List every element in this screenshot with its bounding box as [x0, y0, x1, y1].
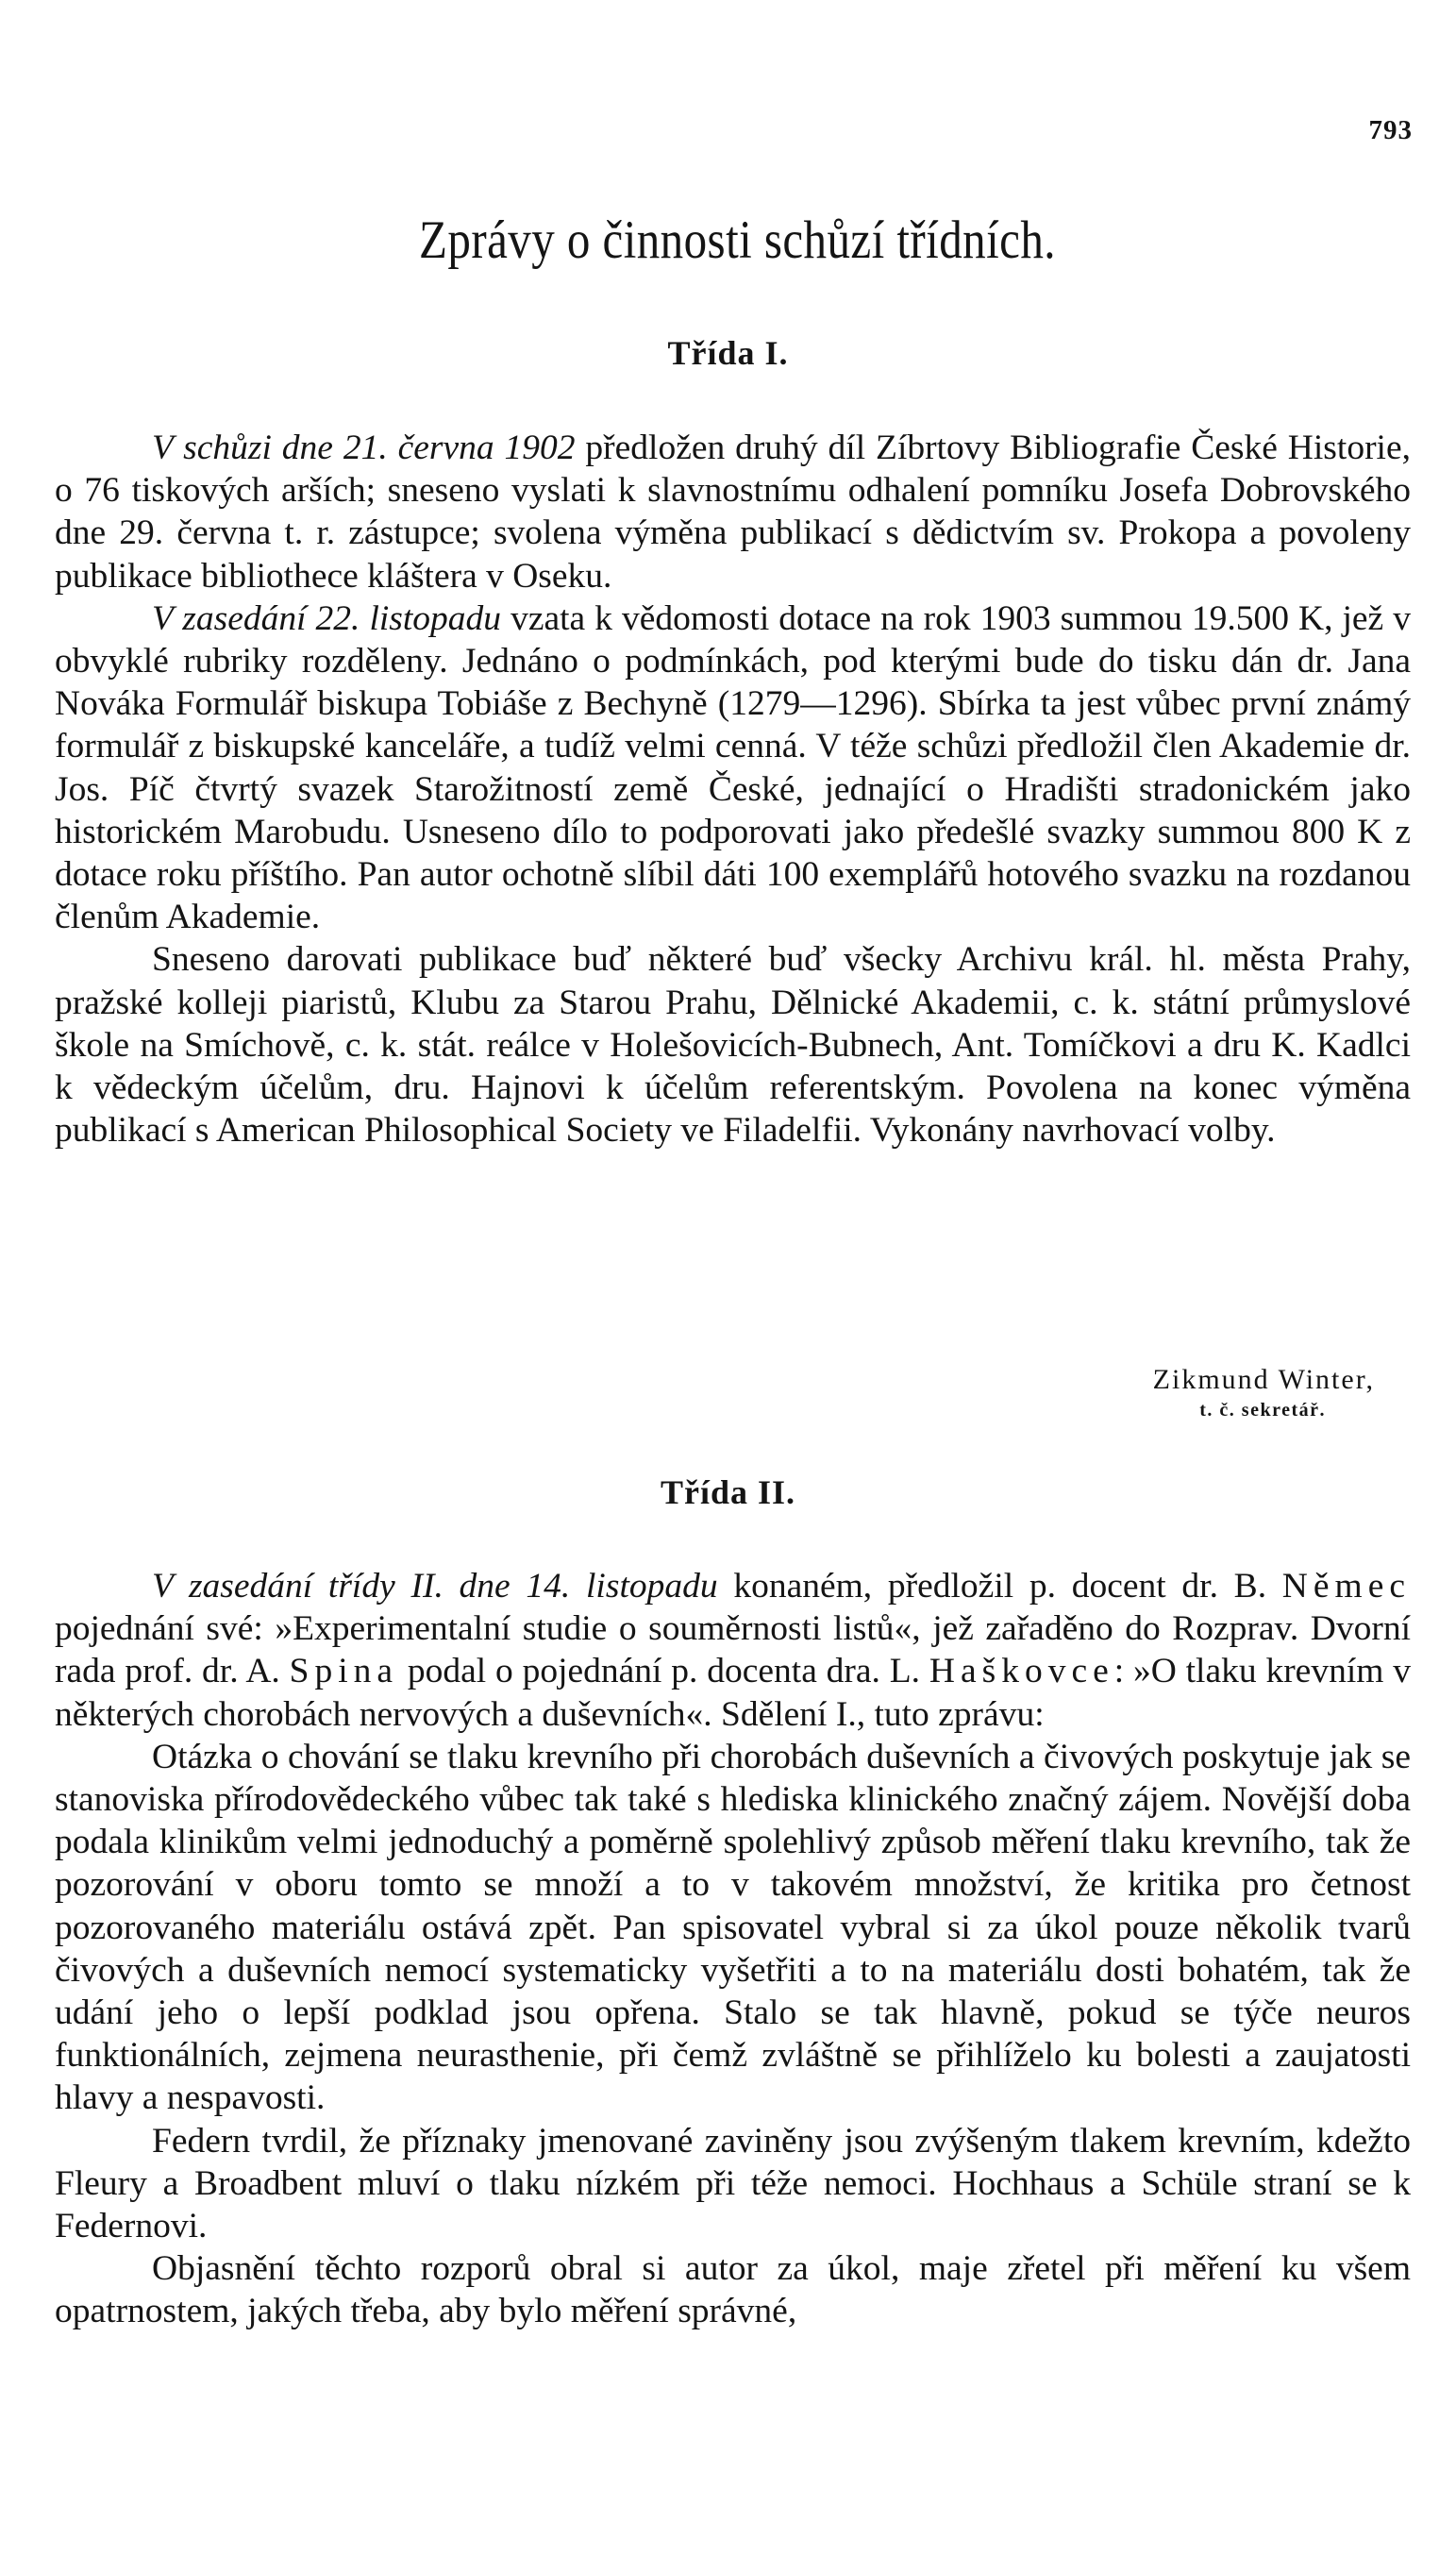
paragraph — [55, 597, 1411, 939]
page-title: Zprávy o činnosti schůzí třídních. — [419, 210, 1056, 270]
section-heading-class-1: Třída I. — [667, 334, 789, 372]
page-number: 793 — [1368, 115, 1413, 145]
paragraph-text: Otázka o chování se tlaku krevního při chorobách duševních a čivových poskytuje jak se stanoviska přírodovědeckého vůbec tak také s hlediska klinického značný zájem. Novější doba podala klinikům velmi jednoduchý a poměrně spolehlivý způsob měření tlaku krevního, tak že pozorování v oboru tomto se množí a to v takovém množství, že kritika pro četnost pozorovaného materiálu ostává zpět. Pan spisovatel vybral si za úkol pouze několik tvarů čivových a duševních nemocí systematicky vyšetřiti a to na materiálu dosti bohatém, tak že udání jeho o lepší podklad jsou opřena. Stalo se tak hlavně, pokud se týče neuros funktionálních, zejmena neurasthenie, při čemž zvláštně se přihlíželo ku bolesti a zaujatosti hlavy a nespavosti. — [55, 1737, 1411, 2118]
paragraph-text: Sneseno darovati publikace buď některé buď všecky Archivu král. hl. města Prahy, pražské kolleji piaristů, Klubu za Starou Prahu, Dělnické Akademii, c. k. státní průmyslové škole na Smíchově, c. k. stát. reálce v Holešovicích-Bubnech, Ant. Tomíčkovi a dru K. Kadlci k vědeckým účelům, dru. Hajnovi k účelům referentským. Povolena na konec výměna publikací s American Philosophical Society ve Filadelfii. Vykonány navrhovací volby. — [55, 940, 1411, 1151]
paragraph-text: konaném, předložil p. docent dr. B. — [717, 1567, 1282, 1606]
author-name: Haškovce — [929, 1652, 1114, 1691]
author-name: Němec — [1281, 1567, 1411, 1606]
paragraph — [55, 1736, 1411, 2120]
paragraph — [55, 2247, 1411, 2332]
paragraph-text: podal o pojednání p. docenta dra. L. — [398, 1652, 929, 1691]
paragraph-text: pojednání své: »Experimentalní studie o souměrnosti listů«, jež zařaděno do Rozprav. Dvorní rada prof. dr. A. — [55, 1609, 1411, 1691]
paragraph — [55, 938, 1411, 1152]
paragraph — [55, 427, 1411, 597]
paragraph-text: vzata k vědomosti dotace na rok 1903 summou 19.500 K, jež v obvyklé rubriky rozděleny. Jednáno o podmínkách, pod kterými bude do tisku dán dr. Jana Nováka Formulář biskupa Tobiáše z Bechyně (1279—1296). Sbírka ta jest vůbec první známý formulář z biskupské kanceláře, a tudíž velmi cenná. V téže schůzi předložil člen Akademie dr. Jos. Píč čtvrtý svazek Starožitností země České, jednající o Hradišti stradonickém jako historickém Marobudu. Usneseno dílo to podporovati jako předešlé svazky summou 800 K z dotace roku příštího. Pan autor ochotně slíbil dáti 100 exemplářů hotového svazku na rozdanou členům Akademie. — [55, 598, 1411, 937]
signature-role: t. č. sekretář. — [1199, 1400, 1326, 1421]
section-2-body — [55, 1565, 1411, 2333]
paragraph-text: Objasnění těchto rozporů obral si autor za úkol, maje zřetel při měření ku všem opatrnostem, jakých třeba, aby bylo měření správné, — [55, 2249, 1411, 2331]
paragraph — [55, 2120, 1411, 2248]
paragraph-lead: V zasedání 22. listopadu — [152, 598, 502, 638]
section-1-body — [55, 427, 1411, 1152]
paragraph-text: : »O tlaku krevním v některých chorobách nervových a duševních«. Sdělení I., tuto zprávu: — [55, 1652, 1411, 1734]
paragraph-lead: V zasedání třídy II. dne 14. listopadu — [152, 1567, 718, 1606]
paragraph-text: předložen druhý díl Zíbrtovy Bibliografie České Historie, o 76 tiskových arších; sneseno vyslati k slavnostnímu odhalení pomníku Josefa Dobrovského dne 29. června t. r. zástupce; svolena výměna publikací s dědictvím sv. Prokopa a povoleny publikace bibliothece kláštera v Oseku. — [55, 429, 1411, 596]
paragraph-text: Federn tvrdil, že příznaky jmenované zaviněny jsou zvýšeným tlakem krevním, kdežto Fleury a Broadbent mluví o tlaku nízkém při téže nemoci. Hochhaus a Schüle straní se k Federnovi. — [55, 2121, 1411, 2246]
author-name: Spina — [289, 1652, 399, 1691]
section-heading-class-2: Třída II. — [660, 1473, 796, 1511]
paragraph — [55, 1565, 1411, 1736]
paragraph-lead: V schůzi dne 21. června 1902 — [152, 429, 576, 467]
signature-name: Zikmund Winter, — [1152, 1364, 1375, 1395]
